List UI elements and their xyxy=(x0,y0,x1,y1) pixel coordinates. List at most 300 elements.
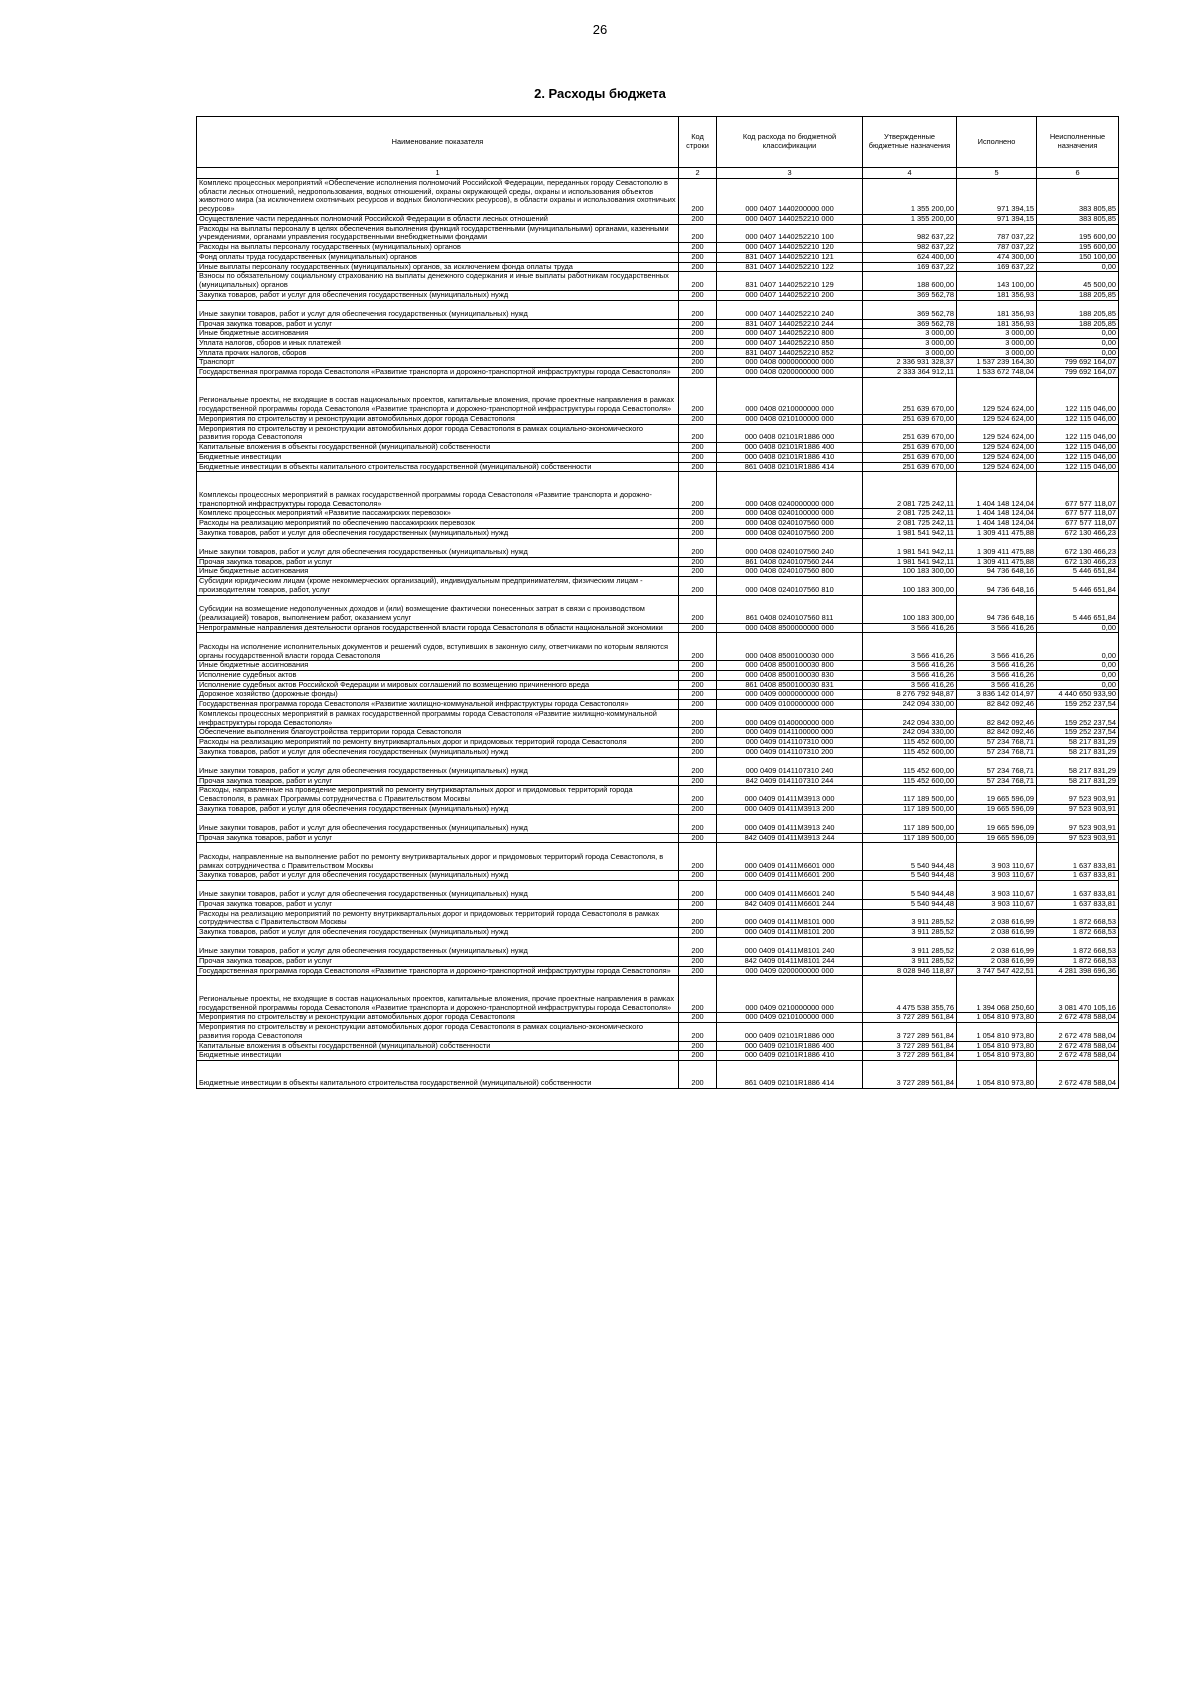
row-executed: 971 394,15 xyxy=(957,179,1037,215)
row-unexecuted: 97 523 903,91 xyxy=(1037,833,1119,843)
row-unexecuted: 97 523 903,91 xyxy=(1037,804,1119,814)
row-name: Капитальные вложения в объекты государственной (муниципальной) собственности xyxy=(197,1041,679,1051)
table-row xyxy=(197,880,1119,899)
table-row xyxy=(197,577,1119,595)
row-executed: 1 054 810 973,80 xyxy=(957,1023,1037,1041)
row-line-code: 200 xyxy=(679,776,717,786)
row-approved: 3 566 416,26 xyxy=(863,633,957,661)
row-name: Непрограммные направления деятельности органов государственной власти города Севастополя в области национальной экономики xyxy=(197,623,679,633)
table-row xyxy=(197,252,1119,262)
row-executed: 3 903 110,67 xyxy=(957,880,1037,899)
row-classification-code: 000 0408 02101R1886 410 xyxy=(717,452,863,462)
row-executed: 94 736 648,16 xyxy=(957,595,1037,623)
row-line-code: 200 xyxy=(679,1013,717,1023)
row-approved: 8 028 946 118,87 xyxy=(863,966,957,976)
row-approved: 2 333 364 912,11 xyxy=(863,368,957,378)
col-header-classification-code: Код расхода по бюджетной классификации xyxy=(717,117,863,168)
row-executed: 82 842 092,46 xyxy=(957,709,1037,727)
row-name: Региональные проекты, не входящие в состав национальных проектов, капитальные вложения, прочие проектные направления в рамках государственной программы города Севастополя «Развитие транспорта и дорожно-транспортной инфраструктуры города Севастополя» xyxy=(197,976,679,1013)
row-classification-code: 831 0407 1440252210 244 xyxy=(717,319,863,329)
row-executed: 1 309 411 475,88 xyxy=(957,538,1037,557)
row-line-code: 200 xyxy=(679,661,717,671)
row-line-code: 200 xyxy=(679,709,717,727)
col-header-unexecuted: Неисполненные назначения xyxy=(1037,117,1119,168)
row-unexecuted: 122 115 046,00 xyxy=(1037,443,1119,453)
row-unexecuted: 1 872 668,53 xyxy=(1037,956,1119,966)
row-unexecuted: 2 672 478 588,04 xyxy=(1037,1051,1119,1061)
row-unexecuted: 195 600,00 xyxy=(1037,224,1119,242)
row-classification-code: 831 0407 1440252210 852 xyxy=(717,348,863,358)
row-approved: 3 911 285,52 xyxy=(863,956,957,966)
row-approved: 3 566 416,26 xyxy=(863,661,957,671)
col-header-approved: Утвержденные бюджетные назначения xyxy=(863,117,957,168)
table-row xyxy=(197,928,1119,938)
row-line-code: 200 xyxy=(679,670,717,680)
row-approved: 3 727 289 561,84 xyxy=(863,1041,957,1051)
table-row xyxy=(197,595,1119,623)
row-line-code: 200 xyxy=(679,339,717,349)
row-executed: 787 037,22 xyxy=(957,243,1037,253)
row-approved: 624 400,00 xyxy=(863,252,957,262)
row-executed: 129 524 624,00 xyxy=(957,414,1037,424)
row-executed: 3 566 416,26 xyxy=(957,680,1037,690)
table-row xyxy=(197,709,1119,727)
row-name: Мероприятия по строительству и реконструкции автомобильных дорог города Севастополя в рамках социально-экономического развития города Севастополя xyxy=(197,424,679,442)
row-executed: 1 054 810 973,80 xyxy=(957,1051,1037,1061)
row-unexecuted: 1 637 833,81 xyxy=(1037,871,1119,881)
row-line-code: 200 xyxy=(679,300,717,319)
row-executed: 3 747 547 422,51 xyxy=(957,966,1037,976)
row-unexecuted: 5 446 651,84 xyxy=(1037,595,1119,623)
row-classification-code: 861 0408 0240107560 244 xyxy=(717,557,863,567)
table-row xyxy=(197,243,1119,253)
table-row xyxy=(197,738,1119,748)
row-line-code: 200 xyxy=(679,272,717,290)
table-row xyxy=(197,814,1119,833)
row-approved: 8 276 792 948,87 xyxy=(863,690,957,700)
row-name: Региональные проекты, не входящие в состав национальных проектов, капитальные вложения, прочие проектные направления в рамках государственной программы города Севастополя «Развитие транспорта и дорожно-транспортной инфраструктуры города Севастополя» xyxy=(197,377,679,414)
row-unexecuted: 0,00 xyxy=(1037,329,1119,339)
row-classification-code: 000 0407 1440252210 240 xyxy=(717,300,863,319)
row-line-code: 200 xyxy=(679,1041,717,1051)
row-approved: 3 000,00 xyxy=(863,348,957,358)
row-name: Государственная программа города Севастополя «Развитие жилищно-коммунальной инфраструктуры города Севастополя» xyxy=(197,700,679,710)
table-row xyxy=(197,272,1119,290)
row-line-code: 200 xyxy=(679,595,717,623)
row-classification-code: 000 0408 8500100030 000 xyxy=(717,633,863,661)
row-classification-code: 000 0409 0200000000 000 xyxy=(717,966,863,976)
row-unexecuted: 97 523 903,91 xyxy=(1037,814,1119,833)
row-executed: 129 524 624,00 xyxy=(957,443,1037,453)
row-name: Закупка товаров, работ и услуг для обеспечения государственных (муниципальных) нужд xyxy=(197,928,679,938)
row-approved: 3 727 289 561,84 xyxy=(863,1051,957,1061)
col-header-line-code: Код строки xyxy=(679,117,717,168)
row-executed: 169 637,22 xyxy=(957,262,1037,272)
row-executed: 787 037,22 xyxy=(957,224,1037,242)
row-unexecuted: 122 115 046,00 xyxy=(1037,424,1119,442)
row-approved: 251 639 670,00 xyxy=(863,424,957,442)
row-unexecuted: 1 872 668,53 xyxy=(1037,909,1119,927)
row-unexecuted: 0,00 xyxy=(1037,633,1119,661)
row-name: Расходы на выплаты персоналу государственных (муниципальных) органов xyxy=(197,243,679,253)
row-name: Фонд оплаты труда государственных (муниципальных) органов xyxy=(197,252,679,262)
row-line-code: 200 xyxy=(679,557,717,567)
row-name: Расходы на выплаты персоналу в целях обеспечения выполнения функций государственными (муниципальными) органами, казенными учреждениями, органами управления государственными внебюджетными фондами xyxy=(197,224,679,242)
row-approved: 242 094 330,00 xyxy=(863,700,957,710)
table-row xyxy=(197,452,1119,462)
row-approved: 2 081 725 242,11 xyxy=(863,519,957,529)
row-executed: 1 054 810 973,80 xyxy=(957,1061,1037,1089)
row-line-code: 200 xyxy=(679,814,717,833)
row-line-code: 200 xyxy=(679,976,717,1013)
row-line-code: 200 xyxy=(679,214,717,224)
row-classification-code: 861 0409 02101R1886 414 xyxy=(717,1061,863,1089)
row-executed: 1 054 810 973,80 xyxy=(957,1041,1037,1051)
row-line-code: 200 xyxy=(679,728,717,738)
row-approved: 2 081 725 242,11 xyxy=(863,472,957,509)
row-name: Бюджетные инвестиции xyxy=(197,452,679,462)
row-classification-code: 000 0409 0141107310 240 xyxy=(717,757,863,776)
expenses-table xyxy=(196,116,1119,1089)
row-classification-code: 000 0409 01411M8101 000 xyxy=(717,909,863,927)
row-executed: 82 842 092,46 xyxy=(957,728,1037,738)
row-classification-code: 000 0407 1440252210 800 xyxy=(717,329,863,339)
row-executed: 1 533 672 748,04 xyxy=(957,368,1037,378)
row-approved: 1 981 541 942,11 xyxy=(863,557,957,567)
row-unexecuted: 58 217 831,29 xyxy=(1037,738,1119,748)
row-name: Исполнение судебных актов Российской Федерации и мировых соглашений по возмещению причиненного вреда xyxy=(197,680,679,690)
table-body xyxy=(197,179,1119,1089)
row-executed: 2 038 616,99 xyxy=(957,956,1037,966)
table-row xyxy=(197,633,1119,661)
row-line-code: 200 xyxy=(679,538,717,557)
row-line-code: 200 xyxy=(679,224,717,242)
row-classification-code: 000 0409 01411M8101 200 xyxy=(717,928,863,938)
row-classification-code: 000 0409 0141107310 200 xyxy=(717,747,863,757)
row-unexecuted: 677 577 118,07 xyxy=(1037,519,1119,529)
table-row xyxy=(197,700,1119,710)
row-classification-code: 000 0409 02101R1886 000 xyxy=(717,1023,863,1041)
row-name: Исполнение судебных актов xyxy=(197,670,679,680)
row-executed: 474 300,00 xyxy=(957,252,1037,262)
col-header-executed: Исполнено xyxy=(957,117,1037,168)
row-name: Иные выплаты персоналу государственных (муниципальных) органов, за исключением фонда оплаты труда xyxy=(197,262,679,272)
row-name: Расходы на реализацию мероприятий по обеспечению пассажирских перевозок xyxy=(197,519,679,529)
table-row xyxy=(197,757,1119,776)
row-classification-code: 000 0408 0000000000 000 xyxy=(717,358,863,368)
row-approved: 5 540 944,48 xyxy=(863,880,957,899)
row-approved: 3 000,00 xyxy=(863,329,957,339)
row-line-code: 200 xyxy=(679,843,717,871)
row-approved: 100 183 300,00 xyxy=(863,567,957,577)
row-unexecuted: 383 805,85 xyxy=(1037,214,1119,224)
row-approved: 100 183 300,00 xyxy=(863,595,957,623)
row-classification-code: 861 0408 0240107560 811 xyxy=(717,595,863,623)
row-line-code: 200 xyxy=(679,528,717,538)
row-executed: 3 000,00 xyxy=(957,329,1037,339)
row-unexecuted: 58 217 831,29 xyxy=(1037,776,1119,786)
row-unexecuted: 672 130 466,23 xyxy=(1037,557,1119,567)
row-classification-code: 000 0407 1440252210 200 xyxy=(717,290,863,300)
row-classification-code: 000 0409 01411M3913 000 xyxy=(717,786,863,804)
row-unexecuted: 677 577 118,07 xyxy=(1037,472,1119,509)
row-line-code: 200 xyxy=(679,377,717,414)
table-row xyxy=(197,179,1119,215)
row-executed: 3 000,00 xyxy=(957,339,1037,349)
row-executed: 3 566 416,26 xyxy=(957,661,1037,671)
col-number: 4 xyxy=(863,168,957,179)
row-line-code: 200 xyxy=(679,871,717,881)
row-executed: 19 665 596,09 xyxy=(957,833,1037,843)
row-unexecuted: 122 115 046,00 xyxy=(1037,462,1119,472)
row-classification-code: 831 0407 1440252210 121 xyxy=(717,252,863,262)
row-unexecuted: 677 577 118,07 xyxy=(1037,509,1119,519)
row-approved: 369 562,78 xyxy=(863,290,957,300)
row-classification-code: 000 0408 02101R1886 400 xyxy=(717,443,863,453)
row-classification-code: 000 0408 0210100000 000 xyxy=(717,414,863,424)
row-name: Иные закупки товаров, работ и услуг для обеспечения государственных (муниципальных) нужд xyxy=(197,300,679,319)
row-approved: 3 727 289 561,84 xyxy=(863,1013,957,1023)
row-line-code: 200 xyxy=(679,1023,717,1041)
row-classification-code: 000 0407 1440252210 000 xyxy=(717,214,863,224)
row-unexecuted: 1 637 833,81 xyxy=(1037,843,1119,871)
table-row xyxy=(197,538,1119,557)
row-executed: 1 404 148 124,04 xyxy=(957,509,1037,519)
row-name: Уплата прочих налогов, сборов xyxy=(197,348,679,358)
row-approved: 2 336 931 328,37 xyxy=(863,358,957,368)
row-line-code: 200 xyxy=(679,319,717,329)
table-row xyxy=(197,966,1119,976)
row-classification-code: 861 0408 02101R1886 414 xyxy=(717,462,863,472)
row-line-code: 200 xyxy=(679,472,717,509)
row-name: Комплекс процессных мероприятий «Развитие пассажирских перевозок» xyxy=(197,509,679,519)
col-number: 3 xyxy=(717,168,863,179)
row-classification-code: 000 0408 0210000000 000 xyxy=(717,377,863,414)
row-classification-code: 000 0409 01411M3913 200 xyxy=(717,804,863,814)
col-number: 2 xyxy=(679,168,717,179)
row-name: Закупка товаров, работ и услуг для обеспечения государственных (муниципальных) нужд xyxy=(197,871,679,881)
row-line-code: 200 xyxy=(679,1061,717,1089)
table-row xyxy=(197,1061,1119,1089)
table-row xyxy=(197,319,1119,329)
row-approved: 982 637,22 xyxy=(863,243,957,253)
row-executed: 129 524 624,00 xyxy=(957,424,1037,442)
row-executed: 2 038 616,99 xyxy=(957,909,1037,927)
col-number: 1 xyxy=(197,168,679,179)
row-line-code: 200 xyxy=(679,243,717,253)
row-unexecuted: 2 672 478 588,04 xyxy=(1037,1041,1119,1051)
row-unexecuted: 45 500,00 xyxy=(1037,272,1119,290)
row-classification-code: 000 0408 8500100030 830 xyxy=(717,670,863,680)
row-executed: 1 054 810 973,80 xyxy=(957,1013,1037,1023)
table-row xyxy=(197,557,1119,567)
row-classification-code: 842 0409 01411M6601 244 xyxy=(717,899,863,909)
table-row xyxy=(197,519,1119,529)
table-row xyxy=(197,623,1119,633)
row-line-code: 200 xyxy=(679,880,717,899)
col-number: 6 xyxy=(1037,168,1119,179)
row-unexecuted: 0,00 xyxy=(1037,339,1119,349)
row-executed: 1 394 068 250,60 xyxy=(957,976,1037,1013)
row-line-code: 200 xyxy=(679,577,717,595)
header-row xyxy=(197,117,1119,168)
row-unexecuted: 5 446 651,84 xyxy=(1037,567,1119,577)
row-classification-code: 831 0407 1440252210 122 xyxy=(717,262,863,272)
row-name: Закупка товаров, работ и услуг для обеспечения государственных (муниципальных) нужд xyxy=(197,747,679,757)
row-unexecuted: 799 692 164,07 xyxy=(1037,368,1119,378)
row-line-code: 200 xyxy=(679,700,717,710)
row-unexecuted: 5 446 651,84 xyxy=(1037,577,1119,595)
row-approved: 115 452 600,00 xyxy=(863,747,957,757)
row-classification-code: 000 0409 01411M8101 240 xyxy=(717,937,863,956)
table-row xyxy=(197,843,1119,871)
row-name: Иные закупки товаров, работ и услуг для обеспечения государственных (муниципальных) нужд xyxy=(197,937,679,956)
row-classification-code: 000 0408 0240107560 810 xyxy=(717,577,863,595)
row-line-code: 200 xyxy=(679,1051,717,1061)
row-name: Прочая закупка товаров, работ и услуг xyxy=(197,833,679,843)
page-number: 26 xyxy=(592,22,608,37)
row-executed: 57 234 768,71 xyxy=(957,738,1037,748)
row-name: Иные бюджетные ассигнования xyxy=(197,329,679,339)
row-classification-code: 000 0409 0210100000 000 xyxy=(717,1013,863,1023)
row-unexecuted: 799 692 164,07 xyxy=(1037,358,1119,368)
row-classification-code: 000 0407 1440252210 850 xyxy=(717,339,863,349)
row-name: Закупка товаров, работ и услуг для обеспечения государственных (муниципальных) нужд xyxy=(197,804,679,814)
row-executed: 19 665 596,09 xyxy=(957,814,1037,833)
row-classification-code: 000 0409 0000000000 000 xyxy=(717,690,863,700)
row-classification-code: 000 0409 01411M6601 200 xyxy=(717,871,863,881)
row-approved: 2 081 725 242,11 xyxy=(863,509,957,519)
row-line-code: 200 xyxy=(679,424,717,442)
row-name: Мероприятия по строительству и реконструкции автомобильных дорог города Севастополя xyxy=(197,414,679,424)
row-approved: 251 639 670,00 xyxy=(863,452,957,462)
row-line-code: 200 xyxy=(679,909,717,927)
row-name: Взносы по обязательному социальному страхованию на выплаты денежного содержания и иные выплаты работникам государственных (муниципальных) органов xyxy=(197,272,679,290)
row-line-code: 200 xyxy=(679,179,717,215)
row-line-code: 200 xyxy=(679,680,717,690)
table-row xyxy=(197,871,1119,881)
row-classification-code: 000 0409 01411M6601 000 xyxy=(717,843,863,871)
row-executed: 19 665 596,09 xyxy=(957,786,1037,804)
row-unexecuted: 58 217 831,29 xyxy=(1037,747,1119,757)
row-classification-code: 000 0407 1440200000 000 xyxy=(717,179,863,215)
row-name: Прочая закупка товаров, работ и услуг xyxy=(197,899,679,909)
row-classification-code: 000 0409 02101R1886 410 xyxy=(717,1051,863,1061)
row-approved: 369 562,78 xyxy=(863,300,957,319)
row-classification-code: 000 0409 01411M3913 240 xyxy=(717,814,863,833)
table-row xyxy=(197,528,1119,538)
row-unexecuted: 159 252 237,54 xyxy=(1037,728,1119,738)
row-classification-code: 000 0408 02101R1886 000 xyxy=(717,424,863,442)
row-line-code: 200 xyxy=(679,348,717,358)
row-approved: 117 189 500,00 xyxy=(863,814,957,833)
row-name: Бюджетные инвестиции в объекты капитального строительства государственной (муниципальной) собственности xyxy=(197,462,679,472)
row-approved: 5 540 944,48 xyxy=(863,843,957,871)
row-approved: 3 911 285,52 xyxy=(863,937,957,956)
row-name: Осуществление части переданных полномочий Российской Федерации в области лесных отношений xyxy=(197,214,679,224)
row-unexecuted: 672 130 466,23 xyxy=(1037,528,1119,538)
row-name: Мероприятия по строительству и реконструкции автомобильных дорог города Севастополя в рамках социально-экономического развития города Севастополя xyxy=(197,1023,679,1041)
table-row xyxy=(197,747,1119,757)
row-classification-code: 000 0409 02101R1886 400 xyxy=(717,1041,863,1051)
table-row xyxy=(197,462,1119,472)
table-row xyxy=(197,833,1119,843)
table-row xyxy=(197,661,1119,671)
row-classification-code: 831 0407 1440252210 129 xyxy=(717,272,863,290)
row-unexecuted: 1 872 668,53 xyxy=(1037,928,1119,938)
row-name: Уплата налогов, сборов и иных платежей xyxy=(197,339,679,349)
row-line-code: 200 xyxy=(679,414,717,424)
row-executed: 57 234 768,71 xyxy=(957,747,1037,757)
row-classification-code: 000 0409 0141107310 000 xyxy=(717,738,863,748)
row-approved: 117 189 500,00 xyxy=(863,804,957,814)
row-unexecuted: 58 217 831,29 xyxy=(1037,757,1119,776)
row-unexecuted: 0,00 xyxy=(1037,348,1119,358)
row-classification-code: 000 0408 8500000000 000 xyxy=(717,623,863,633)
row-approved: 242 094 330,00 xyxy=(863,709,957,727)
row-unexecuted: 159 252 237,54 xyxy=(1037,709,1119,727)
row-approved: 369 562,78 xyxy=(863,319,957,329)
table-row xyxy=(197,424,1119,442)
row-unexecuted: 1 637 833,81 xyxy=(1037,880,1119,899)
row-line-code: 200 xyxy=(679,509,717,519)
row-name: Иные бюджетные ассигнования xyxy=(197,661,679,671)
row-approved: 3 727 289 561,84 xyxy=(863,1061,957,1089)
row-classification-code: 000 0408 0200000000 000 xyxy=(717,368,863,378)
row-classification-code: 000 0408 0240100000 000 xyxy=(717,509,863,519)
table-row xyxy=(197,804,1119,814)
row-name: Иные закупки товаров, работ и услуг для обеспечения государственных (муниципальных) нужд xyxy=(197,814,679,833)
row-executed: 3 000,00 xyxy=(957,348,1037,358)
row-executed: 143 100,00 xyxy=(957,272,1037,290)
section-title: 2. Расходы бюджета xyxy=(534,86,666,101)
row-approved: 188 600,00 xyxy=(863,272,957,290)
row-approved: 3 911 285,52 xyxy=(863,928,957,938)
table-row xyxy=(197,1023,1119,1041)
row-name: Иные закупки товаров, работ и услуг для обеспечения государственных (муниципальных) нужд xyxy=(197,880,679,899)
row-executed: 57 234 768,71 xyxy=(957,757,1037,776)
row-line-code: 200 xyxy=(679,329,717,339)
row-line-code: 200 xyxy=(679,623,717,633)
table-row xyxy=(197,214,1119,224)
row-executed: 1 404 148 124,04 xyxy=(957,472,1037,509)
table-row xyxy=(197,224,1119,242)
row-approved: 251 639 670,00 xyxy=(863,414,957,424)
row-line-code: 200 xyxy=(679,899,717,909)
row-name: Расходы на реализацию мероприятий по ремонту внутриквартальных дорог и придомовых территорий города Севастополя в рамках сотрудничества с Правительством Москвы xyxy=(197,909,679,927)
row-unexecuted: 1 872 668,53 xyxy=(1037,937,1119,956)
row-line-code: 200 xyxy=(679,956,717,966)
row-classification-code: 000 0409 0141100000 000 xyxy=(717,728,863,738)
row-executed: 181 356,93 xyxy=(957,319,1037,329)
row-classification-code: 000 0408 0240107560 240 xyxy=(717,538,863,557)
row-unexecuted: 3 081 470 105,16 xyxy=(1037,976,1119,1013)
row-name: Расходы, направленные на выполнение работ по ремонту внутриквартальных дорог и придомовых территорий города Севастополя, в рамках сотрудничества с Правительством Москвы xyxy=(197,843,679,871)
row-executed: 129 524 624,00 xyxy=(957,462,1037,472)
table-row xyxy=(197,472,1119,509)
row-executed: 1 404 148 124,04 xyxy=(957,519,1037,529)
row-line-code: 200 xyxy=(679,690,717,700)
row-unexecuted: 188 205,85 xyxy=(1037,300,1119,319)
row-name: Прочая закупка товаров, работ и услуг xyxy=(197,776,679,786)
row-line-code: 200 xyxy=(679,368,717,378)
row-classification-code: 000 0408 0240107560 800 xyxy=(717,567,863,577)
row-approved: 100 183 300,00 xyxy=(863,577,957,595)
table-row xyxy=(197,290,1119,300)
row-line-code: 200 xyxy=(679,567,717,577)
row-executed: 3 903 110,67 xyxy=(957,871,1037,881)
row-name: Иные бюджетные ассигнования xyxy=(197,567,679,577)
